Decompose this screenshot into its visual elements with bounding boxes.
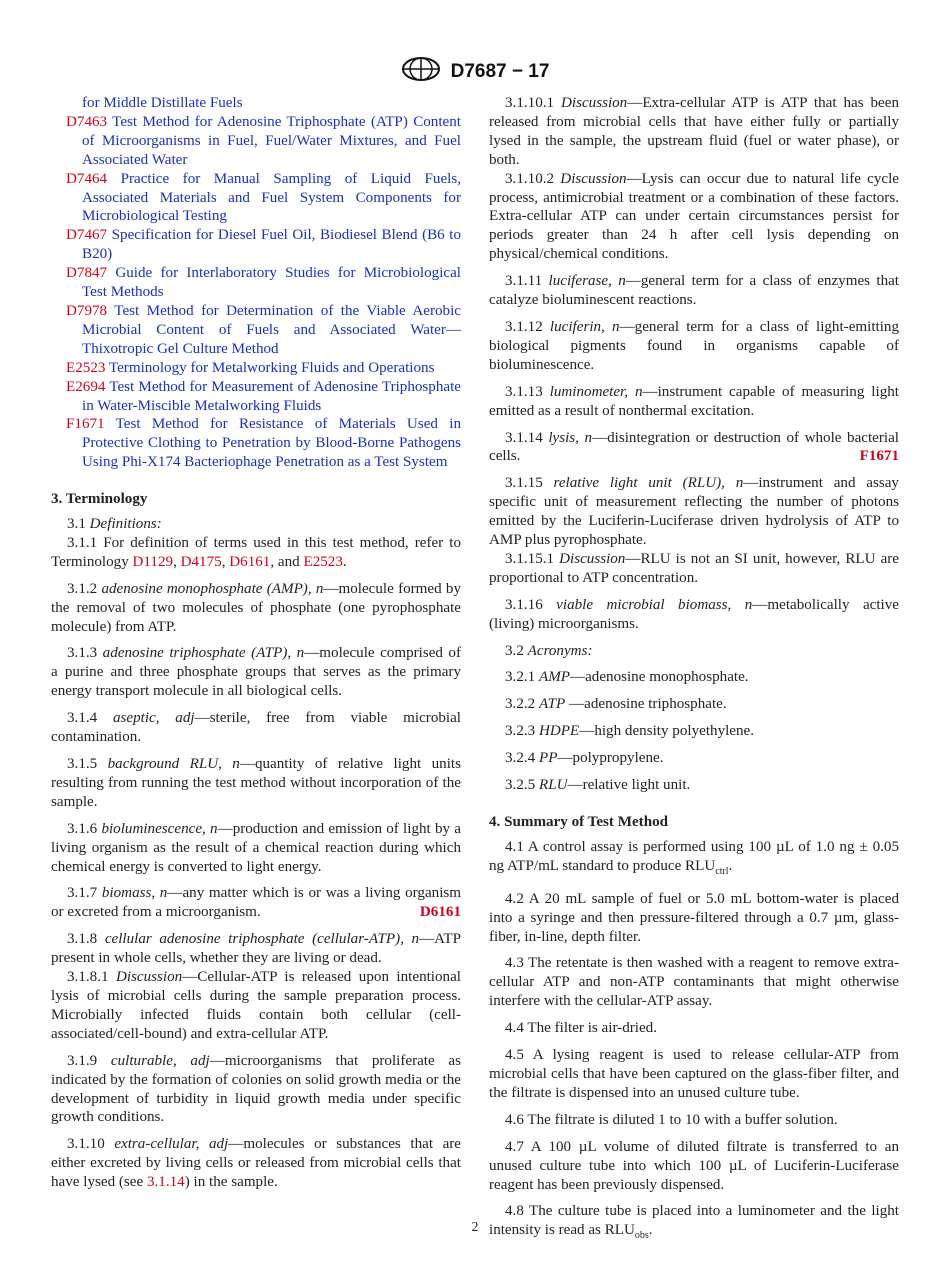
reference-item[interactable]: D7847 Guide for Interlaboratory Studies for Microbiological Test Methods xyxy=(66,265,461,301)
left-column xyxy=(51,94,461,1200)
paragraph-3-1-13: 3.1.13 luminometer, n—instrument capable of measuring light emitted as a result of nonthermal excitation. xyxy=(489,383,899,419)
paragraph-3-1-6: 3.1.6 bioluminescence, n—production and emission of light by a living organism as the result of a chemical reaction during which chemical energy is converted to light energy. xyxy=(51,820,462,875)
paragraph-4-4: 4.4 The filter is air-dried. xyxy=(505,1020,657,1037)
paragraph-3-2-5: 3.2.5 RLU—relative light unit. xyxy=(505,777,691,794)
paragraph-3-1-2: 3.1.2 adenosine monophosphate (AMP), n—molecule formed by the removal of two molecules of phosphate (one pyrophosphate molecule) from ATP. xyxy=(51,580,462,635)
paragraph-3-2: 3.2 Acronyms: xyxy=(505,642,593,659)
ref-link[interactable]: D1129 xyxy=(132,553,174,570)
document-id: D7687 − 17 xyxy=(450,60,550,82)
paragraph-3-1-7: 3.1.7 biomass, n—any matter which is or was a living organism or excreted from a microorganism. D6161 xyxy=(51,885,462,921)
paragraph-3-1-15-1: 3.1.15.1 Discussion—RLU is not an SI unit, however, RLU are proportional to ATP concentration. xyxy=(489,550,899,586)
reference-item[interactable]: for Middle Distillate Fuels xyxy=(82,95,243,111)
page-number: 2 xyxy=(471,1220,479,1235)
paragraph-3-1-10-1: 3.1.10.1 Discussion—Extra-cellular ATP is ATP that has been released from microbial cells that have either fully or partially lysed in the sample, the upstream fluid (fuel or water phase), or both. xyxy=(489,95,899,168)
ref-link[interactable]: D4175 xyxy=(180,553,222,570)
paragraph-3-1-11: 3.1.11 luciferase, n—general term for a class of enzymes that catalyze bioluminescent reactions. xyxy=(489,273,900,309)
paragraph-3-1-1: 3.1.1 For definition of terms used in this test method, refer to Terminology D1129, D4175, D6161, and E2523. xyxy=(51,534,461,570)
paragraph-3-2-4: 3.2.4 PP—polypropylene. xyxy=(505,750,664,767)
reference-item[interactable]: D7467 Specification for Diesel Fuel Oil, Biodiesel Blend (B6 to B20) xyxy=(66,227,461,263)
paragraph-3-2-2: 3.2.2 ATP —adenosine triphosphate. xyxy=(505,696,727,713)
right-column xyxy=(489,94,899,1254)
paragraph-4-5: 4.5 A lysing reagent is used to release cellular-ATP from microbial cells that have been captured on the glass-fiber filter, and the filtrate is dispensed into an unused culture tube. xyxy=(489,1047,899,1101)
paragraph-4-8: 4.8 The culture tube is placed into a luminometer and the light intensity is read as $RLU_{obs}$. xyxy=(489,1203,899,1242)
source-tag[interactable]: D6161 xyxy=(419,904,461,921)
section-heading-terminology: 3. Terminology xyxy=(51,491,148,508)
paragraph-4-6: 4.6 The filtrate is diluted 1 to 10 with a buffer solution. xyxy=(505,1111,838,1128)
section-heading-summary: 4. Summary of Test Method xyxy=(489,814,669,830)
section-link[interactable]: 3.1.14 xyxy=(146,1174,185,1191)
reference-list xyxy=(51,94,461,472)
paragraph-3-1-10-2: 3.1.10.2 Discussion—Lysis can occur due to natural life cycle process, antimicrobial treatment or a combination of these factors. Extra-cellular ATP can under certain circumstances persist for periods greater than 24 h after cell lysis depending on physical/chemical conditions. xyxy=(489,170,899,263)
paragraph-3-2-1: 3.2.1 AMP—adenosine monophosphate. xyxy=(505,669,749,686)
paragraph-3-1-5: 3.1.5 background RLU, n—quantity of relative light units resulting from running the test method without incorporation of the sample. xyxy=(51,756,461,810)
reference-item[interactable]: E2694 Test Method for Measurement of Adenosine Triphosphate in Water-Miscible Metalworking Fluids xyxy=(66,378,461,414)
paragraph-4-1: 4.1 A control assay is performed using 100 µL of 1.0 ng ± 0.05 ng ATP/mL standard to produce $RLU_{ctrl}$. xyxy=(489,838,899,877)
ref-link[interactable]: D6161 xyxy=(229,553,271,570)
reference-item[interactable]: D7463 Test Method for Adenosine Triphosphate (ATP) Content of Microorganisms in Fuel, Fuel/Water Mixtures, and Fuel Associated Water xyxy=(66,113,461,168)
paragraph-3-1-8-1: 3.1.8.1 Discussion—Cellular-ATP is released upon intentional lysis of microbial cells during the sample preparation process. Microbially infected fluids contain both cellular (cell-associated/cell-bound) and extra-cellular ATP. xyxy=(51,969,461,1042)
source-tag[interactable]: F1671 xyxy=(859,448,899,465)
paragraph-3-1-3: 3.1.3 adenosine triphosphate (ATP), n—molecule comprised of a purine and three phosphate groups that serves as the primary energy transport molecule in all biological cells. xyxy=(51,645,461,700)
paragraph-3-1-8: 3.1.8 cellular adenosine triphosphate (cellular-ATP), n—ATP present in whole cells, whether they are living or dead. xyxy=(51,931,461,967)
paragraph-3-1-4: 3.1.4 aseptic, adj—sterile, free from viable microbial contamination. xyxy=(51,710,461,746)
reference-item[interactable]: D7464 Practice for Manual Sampling of Liquid Fuels, Associated Materials and Fuel System Components for Microbiological Testing xyxy=(66,170,461,225)
reference-item[interactable]: F1671 Test Method for Resistance of Materials Used in Protective Clothing to Penetration by Blood-Borne Pathogens Using Phi-X174 Bacteriophage Penetration as a Test System xyxy=(66,416,461,471)
astm-logo-icon xyxy=(401,56,441,87)
paragraph-4-2: 4.2 A 20 mL sample of fuel or 5.0 mL bottom-water is placed into a syringe and then pressure-filtered through a 0.7 µm, glass-fiber, in-line, depth filter. xyxy=(489,890,899,945)
paragraph-3-1: 3.1 Definitions: xyxy=(67,516,162,533)
paragraph-4-3: 4.3 The retentate is then washed with a reagent to remove extra-cellular ATP and non-ATP contaminants that might otherwise interfere with the cellular-ATP assay. xyxy=(489,955,899,1010)
paragraph-3-2-3: 3.2.3 HDPE—high density polyethylene. xyxy=(505,723,755,740)
page-header xyxy=(0,56,950,87)
paragraph-3-1-16: 3.1.16 viable microbial biomass, n—metabolically active (living) microorganisms. xyxy=(489,596,900,632)
paragraph-4-7: 4.7 A 100 µL volume of diluted filtrate is transferred to an unused culture tube into which 100 µL of Luciferin-Luciferase reagent has been previously dispensed. xyxy=(489,1138,899,1193)
paragraph-3-1-14: 3.1.14 lysis, n—disintegration or destruction of whole bacterial cells. F1671 xyxy=(489,429,899,465)
reference-item[interactable]: E2523 Terminology for Metalworking Fluids and Operations xyxy=(66,359,435,376)
paragraph-3-1-12: 3.1.12 luciferin, n—general term for a class of light-emitting biological pigments found in organisms capable of bioluminescence. xyxy=(489,318,900,373)
reference-item[interactable]: D7978 Test Method for Determination of the Viable Aerobic Microbial Content of Fuels and Associated Water—Thixotropic Gel Culture Method xyxy=(66,302,461,357)
ref-link[interactable]: E2523 xyxy=(303,553,343,570)
paragraph-3-1-9: 3.1.9 culturable, adj—microorganisms that proliferate as indicated by the formation of colonies on solid growth media or the development of turbidity in liquid growth media under specific growth conditions. xyxy=(51,1052,461,1126)
paragraph-3-1-15: 3.1.15 relative light unit (RLU), n—instrument and assay specific unit of measurement reflecting the number of photons emitted by the Luciferin-Luciferase driven hydrolysis of ATP to AMP plus pyrophosphate. xyxy=(489,475,899,549)
paragraph-3-1-10: 3.1.10 extra-cellular, adj—molecules or substances that are either excreted by living cells or released from microbial cells that have lysed (see 3.1.14) in the sample. xyxy=(51,1136,461,1191)
